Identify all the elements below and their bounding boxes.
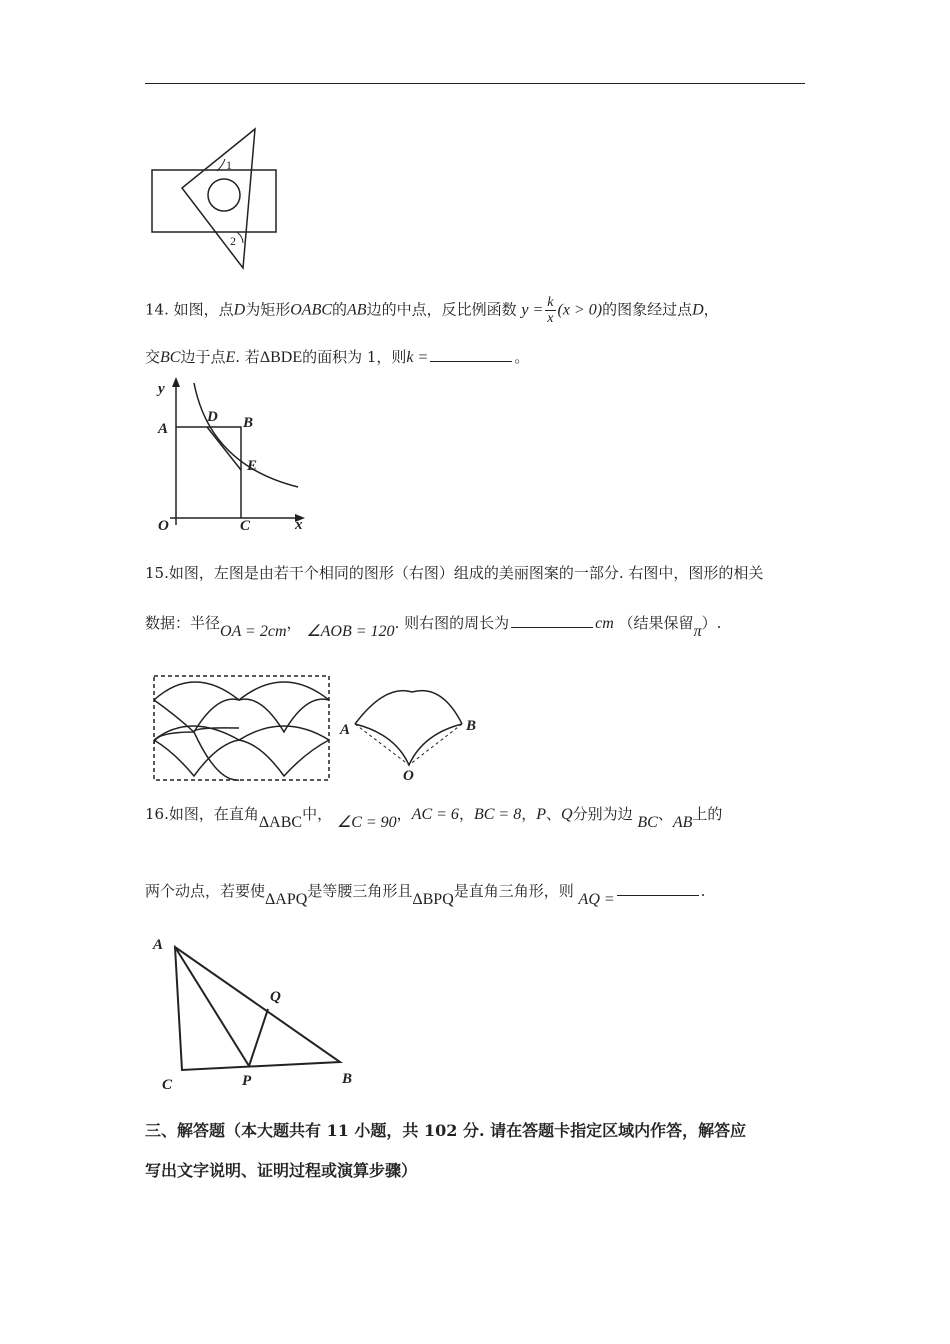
point-a-label: A (153, 937, 164, 953)
point-a-label: A (158, 421, 169, 437)
inner-arcs (355, 724, 462, 765)
radius-ob (409, 724, 462, 765)
hyperbola-curve (194, 383, 298, 487)
point-c-label: C (240, 518, 251, 534)
q16-line2: 两个动点，若要使ΔAPQ是等腰三角形且ΔBPQ是直角三角形，则 AQ = . (145, 882, 706, 908)
question-number: 14. (145, 300, 169, 319)
point-a-label: A (340, 722, 351, 738)
q14-line2: 交BC边于点E. 若ΔBDE的面积为 1，则k = 。 (145, 348, 530, 366)
segment-pq (249, 1009, 268, 1066)
question-number: 16. (145, 805, 169, 823)
figure-q16 (150, 935, 370, 1095)
q15-line2: 数据：半径OA = 2cm， ∠AOB = 120. 则右图的周长为 cm （结果保留π）. (145, 614, 722, 640)
section-3-heading: 三、解答题（本大题共有 11 小题，共 102 分. 请在答题卡指定区域内作答，解答应 写出文字说明、证明过程或演算步骤） (145, 1121, 747, 1180)
triangle-abc (175, 947, 340, 1070)
q16-line1: 16.如图，在直角ΔABC中， ∠C = 90，AC = 6，BC = 8，P、Q分别为边 BC、AB上的 (145, 805, 723, 831)
q15-line1: 15.如图，左图是由若干个相同的图形（右图）组成的美丽图案的一部分. 右图中，图形的相关 (145, 564, 764, 582)
question-number: 15. (145, 564, 169, 582)
answer-blank[interactable] (430, 347, 512, 362)
segment-ap (175, 947, 249, 1066)
rectangle-shape (152, 170, 276, 232)
fraction-k-over-x: $\frac{k}{x}$ (547, 295, 554, 326)
point-e-label: E (247, 458, 258, 474)
point-o-label: O (403, 768, 414, 784)
x-axis-label: x (295, 517, 303, 533)
q14-line1: 14. 如图，点D为矩形OABC的AB边的中点，反比例函数 y = $\frac{k}{x}$ (x > 0)的图象经过点D， (145, 295, 719, 326)
figure-q15 (150, 672, 490, 784)
point-q-label: Q (270, 989, 281, 1005)
angle-1-label: 1 (226, 158, 232, 172)
y-axis-label: y (158, 381, 165, 397)
answer-blank[interactable] (511, 613, 593, 628)
point-o-label: O (158, 518, 169, 534)
header-rule (145, 83, 805, 84)
outer-arc (355, 691, 462, 724)
point-b-label: B (243, 415, 254, 431)
circle-shape (208, 179, 240, 211)
answer-blank[interactable] (617, 881, 699, 896)
figure-q13 (145, 125, 285, 275)
point-d-label: D (207, 409, 218, 425)
figure-q14 (150, 375, 310, 535)
radius-oa (355, 724, 409, 765)
point-b-label: B (466, 718, 477, 734)
segment-de (207, 427, 241, 470)
rectangle-oabc (176, 427, 241, 518)
scale-pattern (154, 682, 329, 780)
triangle-shape (182, 129, 255, 268)
point-b-label: B (342, 1071, 353, 1087)
point-c-label: C (162, 1077, 173, 1093)
angle-2-label: 2 (230, 234, 236, 248)
point-p-label: P (242, 1073, 252, 1089)
